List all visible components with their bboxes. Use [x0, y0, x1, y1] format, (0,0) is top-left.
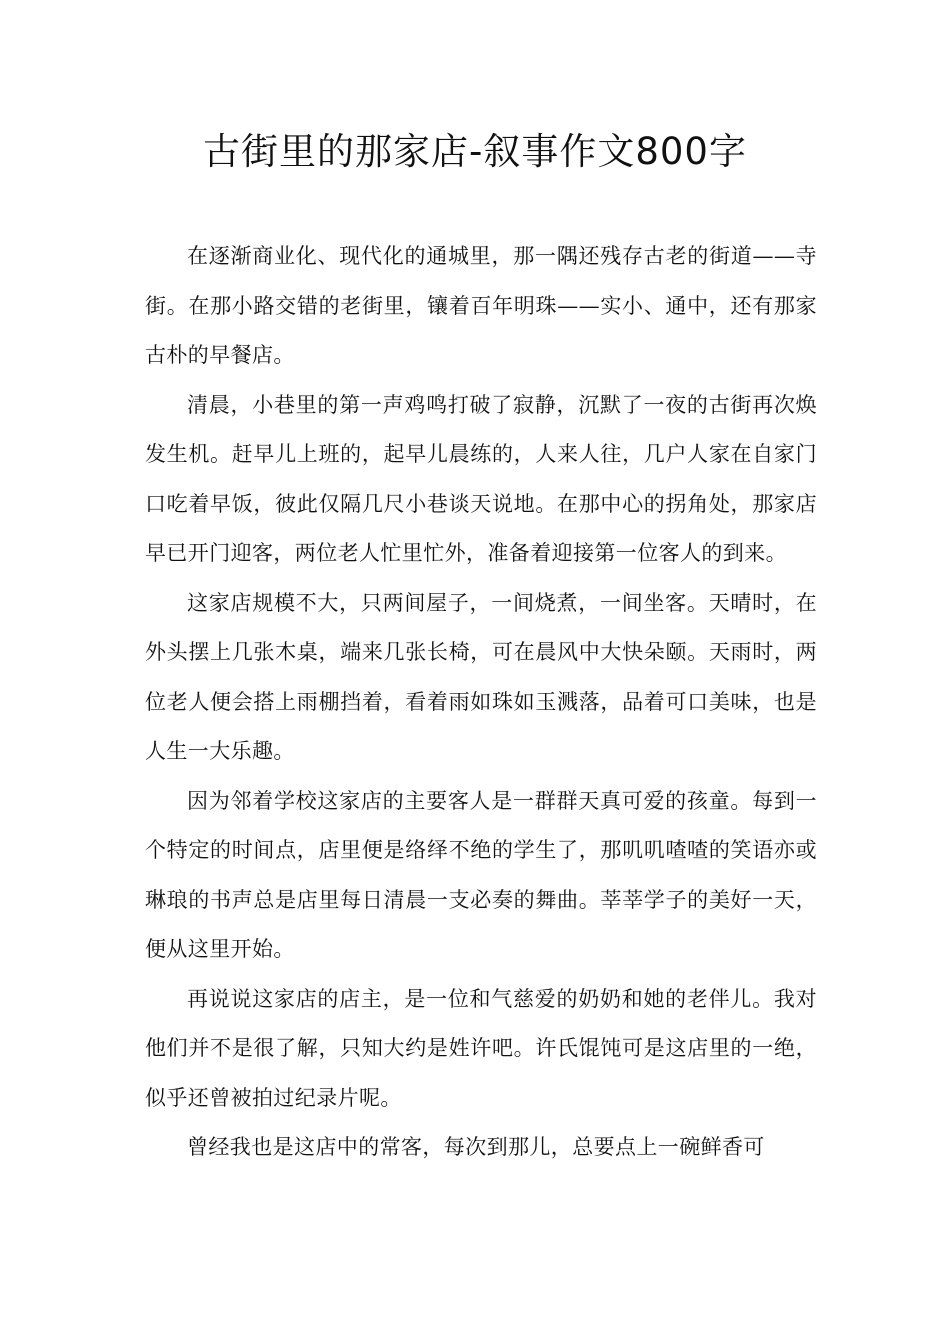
paragraph: 再说说这家店的店主，是一位和气慈爱的奶奶和她的老伴儿。我对他们并不是很了解，只知大约是姓许吧。许氏馄饨可是这店里的一绝，似乎还曾被拍过纪录片呢。 [145, 986, 817, 1110]
paragraph: 因为邻着学校这家店的主要客人是一群群天真可爱的孩童。每到一个特定的时间点，店里便是络绎不绝的学生了，那叽叽喳喳的笑语亦或琳琅的书声总是店里每日清晨一支必奏的舞曲。莘莘学子的美好一天，便从这里开始。 [145, 788, 817, 961]
paragraph: 清晨，小巷里的第一声鸡鸣打破了寂静，沉默了一夜的古街再次焕发生机。赶早儿上班的，起早儿晨练的，人来人往，几户人家在自家门口吃着早饭，彼此仅隔几尺小巷谈天说地。在那中心的拐角处，那家店早已开门迎客，两位老人忙里忙外，准备着迎接第一位客人的到来。 [145, 392, 817, 565]
document-title: 古街里的那家店-叙事作文800字 [203, 130, 747, 173]
paragraph: 在逐渐商业化、现代化的通城里，那一隅还残存古老的街道——寺街。在那小路交错的老街里，镶着百年明珠——实小、通中，还有那家古朴的早餐店。 [145, 244, 817, 367]
document-body [145, 232, 817, 1173]
paragraph: 这家店规模不大，只两间屋子，一间烧煮，一间坐客。天晴时，在外头摆上几张木桌，端来几张长椅，可在晨风中大快朵颐。天雨时，两位老人便会搭上雨棚挡着，看着雨如珠如玉溅落，品着可口美味，也是人生一大乐趣。 [145, 590, 817, 763]
paragraph: 曾经我也是这店中的常客，每次到那儿，总要点上一碗鲜香可 [187, 1135, 765, 1159]
